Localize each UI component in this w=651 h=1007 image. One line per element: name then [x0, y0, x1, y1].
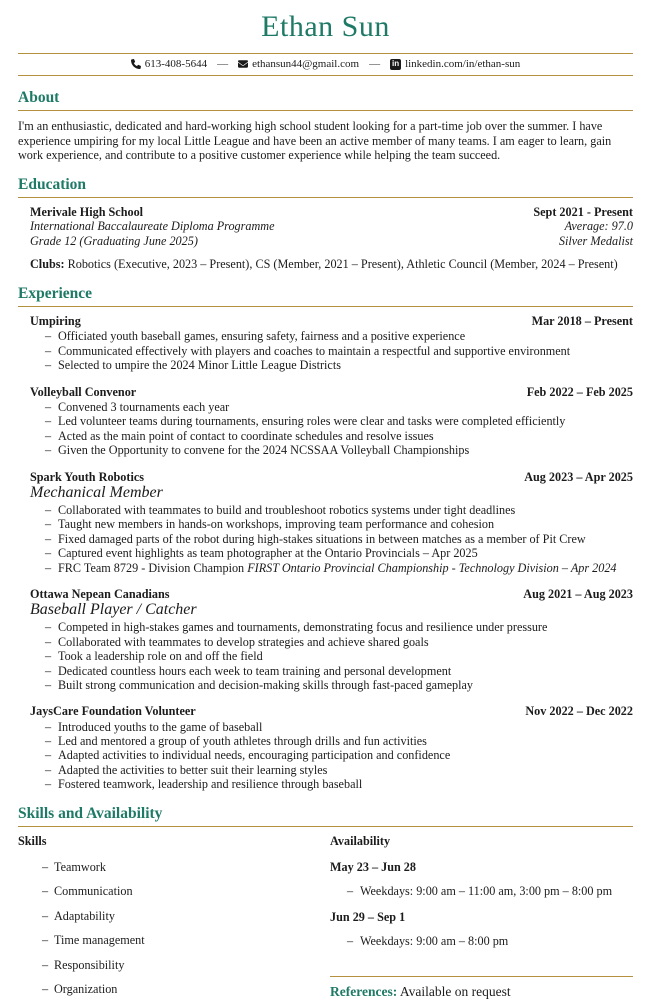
list-item: – Organization: [42, 982, 330, 997]
availability-detail-list: [330, 884, 633, 899]
list-item: – Selected to umpire the 2024 Minor Little League Districts: [45, 358, 633, 372]
references-divider: [330, 976, 633, 977]
skills-heading: Skills: [18, 833, 47, 848]
list-item: – Collaborated with teammates to develop strategies and achieve shared goals: [45, 635, 633, 649]
email-icon: [238, 59, 248, 69]
frc-plain: FRC Team 8729 - Division Champion: [58, 560, 248, 575]
list-item: – Captured event highlights as team photographer at the Ontario Provincials – Apr 2025: [45, 546, 633, 560]
bullet-list: [30, 620, 633, 692]
list-item: – Collaborated with teammates to build and troubleshoot robotics systems under tight deadlines: [45, 503, 633, 517]
contact-separator: —: [217, 58, 229, 70]
clubs-label: Clubs:: [30, 257, 65, 272]
list-item: – Acted as the main point of contact to coordinate schedules and resolve issues: [45, 429, 633, 443]
phone-number: 613-408-5644: [144, 58, 208, 70]
section-title-education: Education: [18, 176, 633, 198]
entry-role: Volleyball Convenor: [30, 384, 137, 399]
education-entry: [30, 205, 633, 272]
list-item: [45, 561, 633, 575]
entry-dates: Feb 2022 – Feb 2025: [526, 384, 633, 399]
school-name: Merivale High School: [30, 204, 144, 219]
linkedin-icon: in: [392, 59, 400, 68]
bullet-list: [30, 400, 633, 458]
experience-entry-robotics: [30, 470, 633, 575]
list-item: – Responsibility: [42, 958, 330, 973]
availability-period-range: May 23 – Jun 28: [330, 859, 416, 874]
linkedin-contact[interactable]: [390, 58, 520, 70]
list-item: – Led volunteer teams during tournaments, ensuring roles were clear and tasks were completed efficiently: [45, 414, 633, 428]
entry-role: Spark Youth Robotics: [30, 469, 145, 484]
experience-entry-umpiring: [30, 314, 633, 373]
list-item: – Teamwork: [42, 860, 330, 875]
list-item: – Communicated effectively with players and coaches to maintain a respectful and supportive environment: [45, 344, 633, 358]
email-address: ethansun44@gmail.com: [252, 58, 360, 70]
section-title-skills-availability: Skills and Availability: [18, 805, 633, 827]
list-item: – Fixed damaged parts of the robot during high-stakes situations in between matches as a member of Pit Crew: [45, 532, 633, 546]
entry-role: Umpiring: [30, 314, 81, 329]
entry-role: JaysCare Foundation Volunteer: [30, 704, 196, 719]
bullet-list: [30, 720, 633, 792]
education-program: International Baccalaureate Diploma Programme: [30, 219, 275, 234]
education-grade-row: [30, 234, 633, 248]
section-title-experience: Experience: [18, 285, 633, 307]
contact-separator: —: [369, 58, 381, 70]
education-program-row: [30, 219, 633, 233]
skills-availability-columns: [18, 834, 633, 1007]
list-item: – Communication: [42, 884, 330, 899]
education-average: Average: 97.0: [564, 219, 633, 234]
section-title-about: About: [18, 89, 633, 111]
availability-column: [330, 834, 633, 1007]
education-clubs: [30, 257, 633, 272]
availability-period-range: Jun 29 – Sep 1: [330, 909, 406, 924]
linkedin-url: linkedin.com/in/ethan-sun: [405, 58, 521, 70]
contact-bar: [18, 53, 633, 76]
list-item: – Adapted the activities to better suit their learning styles: [45, 763, 633, 777]
list-item: – Fostered teamwork, leadership and resilience through baseball: [45, 777, 633, 791]
list-item: – Time management: [42, 933, 330, 948]
list-item: – Weekdays: 9:00 am – 8:00 pm: [347, 934, 633, 949]
frc-italic: FIRST Ontario Provincial Championship - Technology Division – Apr 2024: [247, 560, 617, 575]
list-item: – Built strong communication and decision-making skills through fast-paced gameplay: [45, 678, 633, 692]
entry-dates: Aug 2021 – Aug 2023: [523, 586, 633, 601]
education-dates: Sept 2021 - Present: [533, 204, 633, 219]
list-item: – Officiated youth baseball games, ensuring safety, fairness and a positive experience: [45, 329, 633, 343]
entry-subtitle: Baseball Player / Catcher: [30, 601, 197, 619]
references-row: [330, 984, 633, 1000]
list-item: – Weekdays: 9:00 am – 11:00 am, 3:00 pm – 8:00 pm: [347, 884, 633, 899]
education-head: [30, 205, 633, 219]
skills-column: [18, 834, 330, 1007]
entry-dates: Nov 2022 – Dec 2022: [525, 704, 633, 719]
education-grade: Grade 12 (Graduating June 2025): [30, 233, 198, 248]
entry-role: Ottawa Nepean Canadians: [30, 586, 170, 601]
list-item: – Took a leadership role on and off the field: [45, 649, 633, 663]
bullet-list: [30, 503, 633, 575]
list-item: – Taught new members in hands-on workshops, improving team performance and cohesion: [45, 517, 633, 531]
experience-entry-canadians: [30, 587, 633, 692]
bullet-list: [30, 329, 633, 372]
phone-contact[interactable]: [131, 58, 207, 70]
clubs-list: Robotics (Executive, 2023 – Present), CS (Member, 2021 – Present), Athletic Council (Member, 2024 – Present): [67, 257, 618, 272]
entry-dates: Aug 2023 – Apr 2025: [524, 469, 633, 484]
phone-icon: [131, 59, 141, 69]
list-item: – Adaptability: [42, 909, 330, 924]
list-item: – Led and mentored a group of youth athletes through drills and fun activities: [45, 734, 633, 748]
list-item: – Competed in high-stakes games and tournaments, demonstrating focus and resilience under pressure: [45, 620, 633, 634]
entry-dates: Mar 2018 – Present: [531, 314, 633, 329]
list-item: – Dedicated countless hours each week to team training and personal development: [45, 664, 633, 678]
skills-list: [18, 860, 330, 998]
availability-heading: Availability: [330, 833, 391, 848]
education-award: Silver Medalist: [558, 233, 633, 248]
list-item: – Introduced youths to the game of baseball: [45, 720, 633, 734]
experience-entry-jayscare: [30, 704, 633, 791]
email-contact[interactable]: [238, 58, 359, 70]
references-label: References:: [330, 983, 398, 999]
availability-detail-list: [330, 934, 633, 949]
entry-subtitle: Mechanical Member: [30, 484, 163, 501]
list-item: – Given the Opportunity to convene for the 2024 NCSSAA Volleyball Championships: [45, 443, 633, 457]
page-title: Ethan Sun: [261, 10, 390, 43]
list-item: – Adapted activities to individual needs, encouraging participation and confidence: [45, 748, 633, 762]
experience-entry-volleyball: [30, 385, 633, 458]
about-text: I'm an enthusiastic, dedicated and hard-working high school student looking for a part-time job over the summer. I have experience umpiring for my local Little League and have been an active member of many teams. I am eager to learn, gain work experience, and contribute to a positive customer experience while helping the team succeed.: [18, 119, 612, 163]
references-value: Available on request: [399, 983, 511, 999]
list-item: – Convened 3 tournaments each year: [45, 400, 633, 414]
